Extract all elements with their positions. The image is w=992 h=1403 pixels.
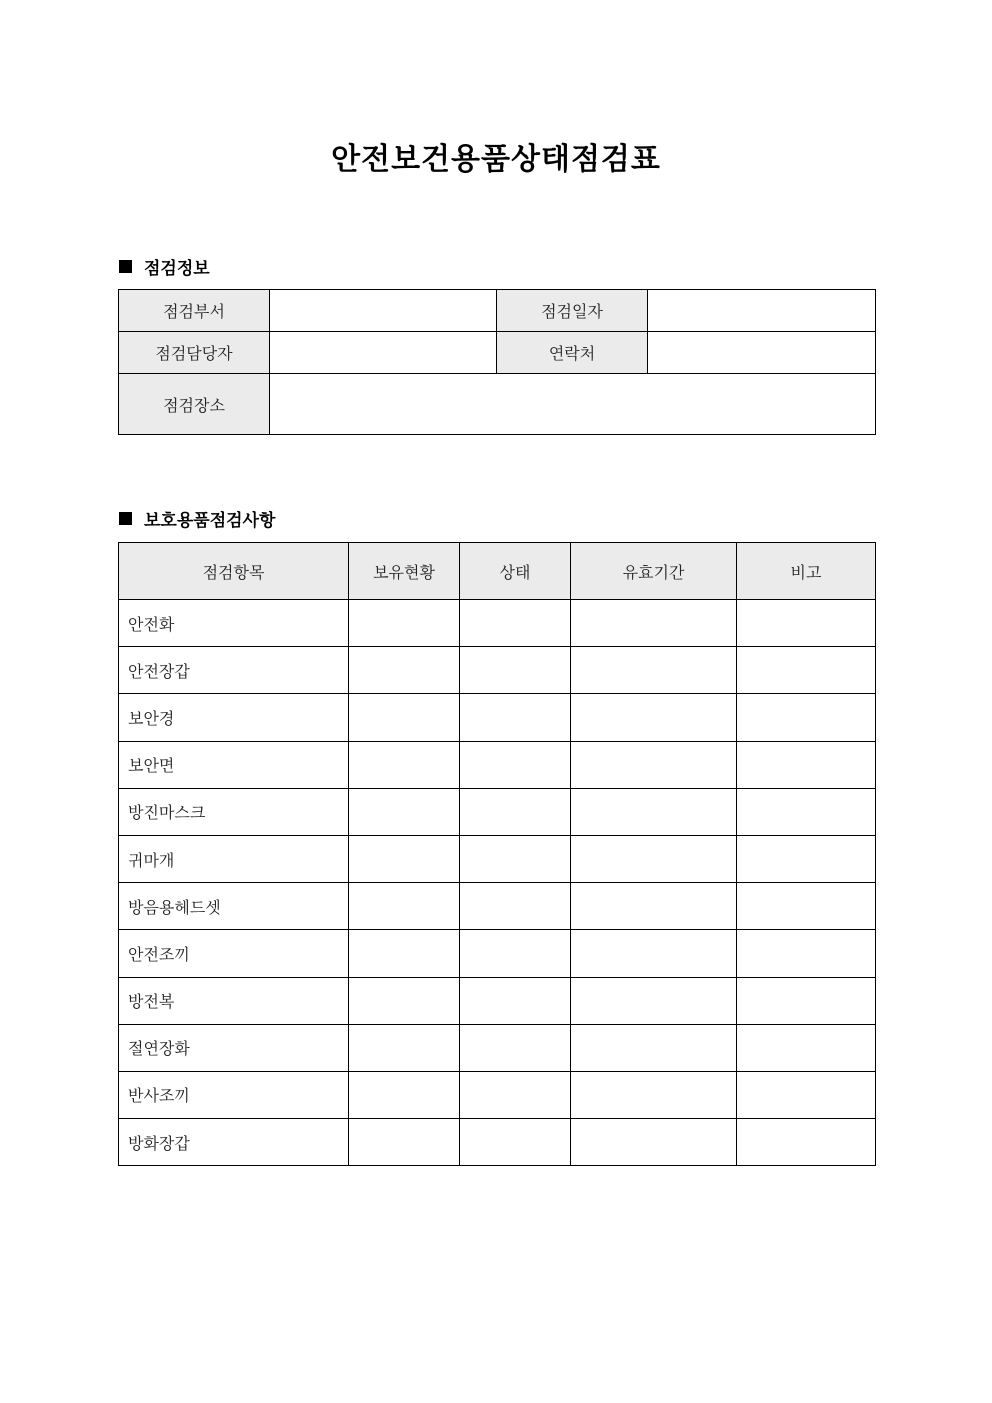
holding-cell[interactable] bbox=[349, 1071, 460, 1118]
table-row bbox=[119, 647, 876, 694]
validity-cell[interactable] bbox=[571, 930, 737, 977]
section-heading-inspection-info bbox=[119, 254, 210, 279]
status-cell[interactable] bbox=[460, 930, 571, 977]
column-header-status: 상태 bbox=[460, 543, 571, 600]
validity-cell[interactable] bbox=[571, 835, 737, 882]
remarks-cell[interactable] bbox=[737, 788, 876, 835]
item-name: 방진마스크 bbox=[119, 788, 349, 835]
holding-cell[interactable] bbox=[349, 1119, 460, 1166]
validity-cell[interactable] bbox=[571, 647, 737, 694]
remarks-cell[interactable] bbox=[737, 1024, 876, 1071]
column-header-validity: 유효기간 bbox=[571, 543, 737, 600]
status-cell[interactable] bbox=[460, 694, 571, 741]
remarks-cell[interactable] bbox=[737, 835, 876, 882]
checklist-table bbox=[118, 542, 876, 1166]
remarks-cell[interactable] bbox=[737, 694, 876, 741]
status-cell[interactable] bbox=[460, 977, 571, 1024]
holding-cell[interactable] bbox=[349, 647, 460, 694]
table-row bbox=[119, 694, 876, 741]
column-header-remarks: 비고 bbox=[737, 543, 876, 600]
inspector-label: 점검담당자 bbox=[119, 332, 270, 374]
contact-field[interactable] bbox=[648, 332, 876, 374]
item-name: 안전화 bbox=[119, 600, 349, 647]
remarks-cell[interactable] bbox=[737, 741, 876, 788]
item-name: 반사조끼 bbox=[119, 1071, 349, 1118]
holding-cell[interactable] bbox=[349, 788, 460, 835]
column-header-item: 점검항목 bbox=[119, 543, 349, 600]
remarks-cell[interactable] bbox=[737, 1071, 876, 1118]
item-name: 방화장갑 bbox=[119, 1119, 349, 1166]
holding-cell[interactable] bbox=[349, 600, 460, 647]
validity-cell[interactable] bbox=[571, 1119, 737, 1166]
holding-cell[interactable] bbox=[349, 694, 460, 741]
checklist-header-row bbox=[119, 543, 876, 600]
table-row bbox=[119, 977, 876, 1024]
item-name: 안전조끼 bbox=[119, 930, 349, 977]
validity-cell[interactable] bbox=[571, 788, 737, 835]
section-heading-label: 점검정보 bbox=[144, 259, 210, 279]
item-name: 절연장화 bbox=[119, 1024, 349, 1071]
item-name: 방전복 bbox=[119, 977, 349, 1024]
status-cell[interactable] bbox=[460, 1024, 571, 1071]
holding-cell[interactable] bbox=[349, 1024, 460, 1071]
validity-cell[interactable] bbox=[571, 694, 737, 741]
validity-cell[interactable] bbox=[571, 977, 737, 1024]
remarks-cell[interactable] bbox=[737, 883, 876, 930]
status-cell[interactable] bbox=[460, 1071, 571, 1118]
location-label: 점검장소 bbox=[119, 374, 270, 435]
holding-cell[interactable] bbox=[349, 883, 460, 930]
table-row bbox=[119, 1119, 876, 1166]
remarks-cell[interactable] bbox=[737, 647, 876, 694]
square-bullet-icon bbox=[119, 260, 132, 273]
table-row bbox=[119, 1071, 876, 1118]
table-row bbox=[119, 1024, 876, 1071]
validity-cell[interactable] bbox=[571, 600, 737, 647]
item-name: 방음용헤드셋 bbox=[119, 883, 349, 930]
department-field[interactable] bbox=[270, 290, 497, 332]
info-row bbox=[119, 374, 876, 435]
item-name: 귀마개 bbox=[119, 835, 349, 882]
table-row bbox=[119, 741, 876, 788]
status-cell[interactable] bbox=[460, 1119, 571, 1166]
validity-cell[interactable] bbox=[571, 883, 737, 930]
validity-cell[interactable] bbox=[571, 1071, 737, 1118]
column-header-holding: 보유현황 bbox=[349, 543, 460, 600]
validity-cell[interactable] bbox=[571, 1024, 737, 1071]
document-title: 안전보건용품상태점검표 bbox=[331, 142, 661, 177]
section-heading-label: 보호용품점검사항 bbox=[144, 511, 276, 531]
table-row bbox=[119, 788, 876, 835]
inspector-field[interactable] bbox=[270, 332, 497, 374]
holding-cell[interactable] bbox=[349, 835, 460, 882]
remarks-cell[interactable] bbox=[737, 1119, 876, 1166]
table-row bbox=[119, 930, 876, 977]
info-row bbox=[119, 290, 876, 332]
status-cell[interactable] bbox=[460, 883, 571, 930]
remarks-cell[interactable] bbox=[737, 930, 876, 977]
department-label: 점검부서 bbox=[119, 290, 270, 332]
contact-label: 연락처 bbox=[497, 332, 648, 374]
info-row bbox=[119, 332, 876, 374]
inspection-info-table bbox=[118, 289, 876, 435]
status-cell[interactable] bbox=[460, 788, 571, 835]
holding-cell[interactable] bbox=[349, 977, 460, 1024]
section-heading-checklist bbox=[119, 506, 275, 531]
table-row bbox=[119, 835, 876, 882]
status-cell[interactable] bbox=[460, 600, 571, 647]
status-cell[interactable] bbox=[460, 835, 571, 882]
item-name: 안전장갑 bbox=[119, 647, 349, 694]
validity-cell[interactable] bbox=[571, 741, 737, 788]
remarks-cell[interactable] bbox=[737, 977, 876, 1024]
remarks-cell[interactable] bbox=[737, 600, 876, 647]
status-cell[interactable] bbox=[460, 741, 571, 788]
item-name: 보안면 bbox=[119, 741, 349, 788]
location-field[interactable] bbox=[270, 374, 876, 435]
item-name: 보안경 bbox=[119, 694, 349, 741]
date-label: 점검일자 bbox=[497, 290, 648, 332]
date-field[interactable] bbox=[648, 290, 876, 332]
table-row bbox=[119, 600, 876, 647]
square-bullet-icon bbox=[119, 512, 132, 525]
table-row bbox=[119, 883, 876, 930]
holding-cell[interactable] bbox=[349, 930, 460, 977]
holding-cell[interactable] bbox=[349, 741, 460, 788]
status-cell[interactable] bbox=[460, 647, 571, 694]
